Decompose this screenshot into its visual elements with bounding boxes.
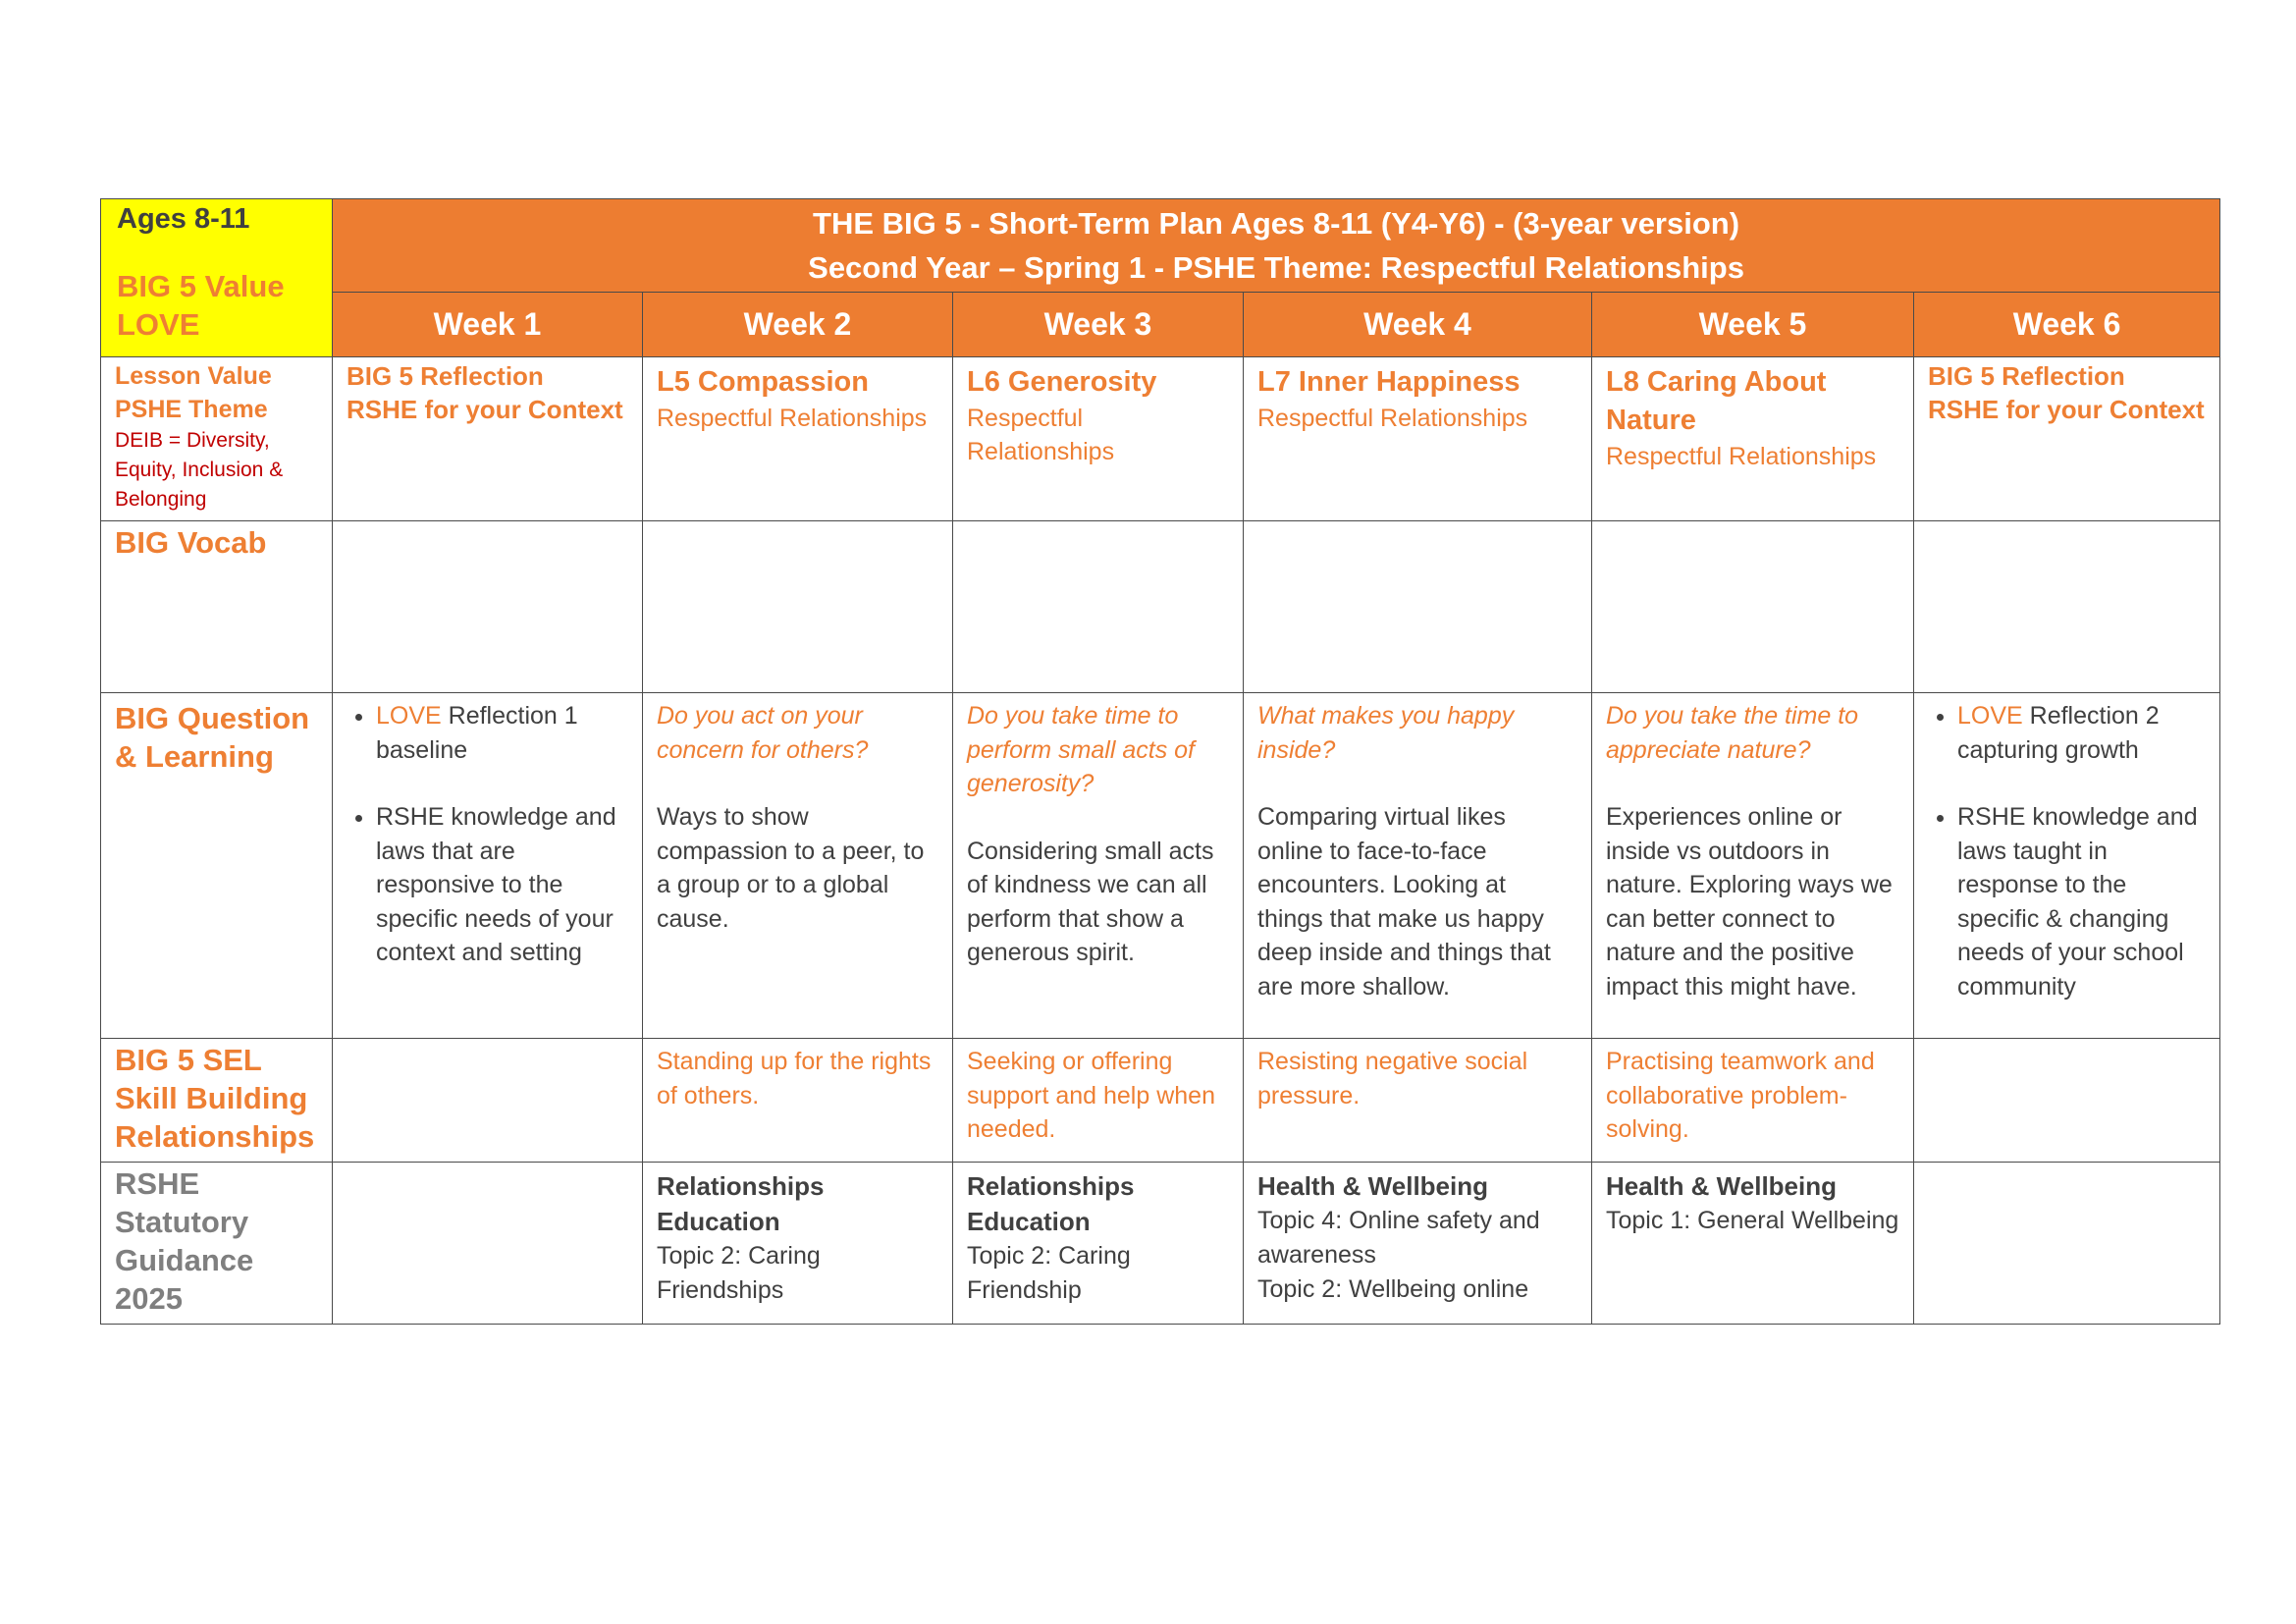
lesson-cell-w5 bbox=[1592, 357, 1914, 521]
row-label-vocab bbox=[101, 521, 333, 693]
rshe-cell-w2 bbox=[643, 1163, 953, 1325]
short-term-plan-table bbox=[100, 198, 2220, 1325]
value-label: BIG 5 Value bbox=[117, 269, 285, 303]
learning-text: Comparing virtual likes online to face-to-face encounters. Looking at things that make us happy deep inside and things that are more shallow. bbox=[1257, 803, 1551, 1001]
lesson-theme: RSHE for your Context bbox=[1928, 395, 2205, 424]
question-cell-w5 bbox=[1592, 693, 1914, 1039]
deib-label: DEIB = Diversity, Equity, Inclusion & Belonging bbox=[115, 429, 284, 511]
lesson-theme: Respectful Relationships bbox=[967, 405, 1115, 465]
week-header: Week 3 bbox=[953, 293, 1244, 357]
question-cell-w4 bbox=[1244, 693, 1592, 1039]
big-question: Do you take the time to appreciate nature? bbox=[1606, 702, 1859, 764]
row-label-rshe bbox=[101, 1163, 333, 1325]
lesson-title: BIG 5 Reflection bbox=[347, 361, 544, 391]
sel-cell: Practising teamwork and collaborative problem-solving. bbox=[1592, 1039, 1914, 1163]
rshe-cell-w5 bbox=[1592, 1163, 1914, 1325]
bullet-item: • RSHE knowledge and laws that are responsive to the specific needs of your context and setting bbox=[376, 800, 628, 970]
vocab-cell bbox=[1244, 521, 1592, 693]
title-line-1: THE BIG 5 - Short-Term Plan Ages 8-11 (Y4-Y6) - (3-year version) bbox=[813, 206, 1740, 241]
lesson-theme: Respectful Relationships bbox=[1606, 443, 1877, 470]
question-cell-w1 bbox=[333, 693, 643, 1039]
plan-title bbox=[333, 199, 2220, 293]
vocab-cell bbox=[643, 521, 953, 693]
rshe-cell-w3 bbox=[953, 1163, 1244, 1325]
lesson-title: L7 Inner Happiness bbox=[1257, 366, 1521, 398]
vocab-label: BIG Vocab bbox=[115, 525, 267, 560]
age-range: Ages 8-11 bbox=[117, 203, 250, 235]
learning-text: Ways to show compassion to a peer, to a group or to a global cause. bbox=[657, 803, 925, 933]
vocab-cell bbox=[1592, 521, 1914, 693]
bullet-item: • RSHE knowledge and laws taught in response to the specific & changing needs of your school community bbox=[1957, 800, 2206, 1003]
rshe-topic: Topic 2: Wellbeing online bbox=[1257, 1275, 1529, 1303]
lesson-title: L5 Compassion bbox=[657, 366, 869, 398]
bullet-list bbox=[347, 699, 628, 970]
lesson-theme: Respectful Relationships bbox=[1257, 405, 1528, 432]
week-header: Week 4 bbox=[1244, 293, 1592, 357]
rshe-area: Relationships Education bbox=[967, 1171, 1135, 1236]
big-question: What makes you happy inside? bbox=[1257, 702, 1515, 764]
rshe-area: Relationships Education bbox=[657, 1171, 825, 1236]
week-header: Week 1 bbox=[333, 293, 643, 357]
question-cell-w6 bbox=[1914, 693, 2220, 1039]
rshe-cell-w4 bbox=[1244, 1163, 1592, 1325]
learning-text: Considering small acts of kindness we can all perform that show a generous spirit. bbox=[967, 837, 1214, 966]
week-header: Week 6 bbox=[1914, 293, 2220, 357]
rshe-cell-w6 bbox=[1914, 1163, 2220, 1325]
bullet-item: • LOVE Reflection 2 capturing growth bbox=[1957, 699, 2206, 767]
week-header: Week 5 bbox=[1592, 293, 1914, 357]
sel-cell bbox=[333, 1039, 643, 1163]
bullet-item: • LOVE Reflection 1 baseline bbox=[376, 699, 628, 767]
lesson-cell-w1 bbox=[333, 357, 643, 521]
value-name: LOVE bbox=[117, 307, 200, 342]
sel-label: BIG 5 SEL Skill Building Relationships bbox=[115, 1043, 315, 1154]
lesson-cell-w2 bbox=[643, 357, 953, 521]
row-label-sel bbox=[101, 1039, 333, 1163]
question-label: BIG Question & Learning bbox=[115, 701, 310, 774]
big-question: Do you take time to perform small acts of generosity? bbox=[967, 702, 1196, 797]
lesson-cell-w3 bbox=[953, 357, 1244, 521]
rshe-area: Health & Wellbeing bbox=[1257, 1171, 1488, 1201]
rshe-topic: Topic 1: General Wellbeing bbox=[1606, 1207, 1899, 1234]
title-line-2: Second Year – Spring 1 - PSHE Theme: Respectful Relationships bbox=[808, 250, 1744, 285]
question-cell-w3 bbox=[953, 693, 1244, 1039]
big-question: Do you act on your concern for others? bbox=[657, 702, 869, 764]
rshe-label: RSHE Statutory Guidance 2025 bbox=[115, 1166, 254, 1316]
rshe-cell-w1 bbox=[333, 1163, 643, 1325]
lesson-value-label: Lesson Value bbox=[115, 362, 272, 390]
lesson-title: L6 Generosity bbox=[967, 366, 1157, 398]
sel-cell: Resisting negative social pressure. bbox=[1244, 1039, 1592, 1163]
lesson-theme: RSHE for your Context bbox=[347, 395, 623, 424]
rshe-topic: Topic 2: Caring Friendships bbox=[657, 1242, 821, 1304]
week-header: Week 2 bbox=[643, 293, 953, 357]
rshe-area: Health & Wellbeing bbox=[1606, 1171, 1837, 1201]
lesson-title: BIG 5 Reflection bbox=[1928, 361, 2125, 391]
sel-cell: Standing up for the rights of others. bbox=[643, 1039, 953, 1163]
rshe-topic: Topic 2: Caring Friendship bbox=[967, 1242, 1131, 1304]
lesson-theme: Respectful Relationships bbox=[657, 405, 928, 432]
lesson-cell-w6 bbox=[1914, 357, 2220, 521]
lesson-cell-w4 bbox=[1244, 357, 1592, 521]
row-label-lesson bbox=[101, 357, 333, 521]
rshe-topic: Topic 4: Online safety and awareness bbox=[1257, 1207, 1540, 1269]
pshe-theme-label: PSHE Theme bbox=[115, 396, 268, 423]
age-value-cell bbox=[101, 199, 333, 357]
bullet-list bbox=[1928, 699, 2206, 1003]
sel-cell bbox=[1914, 1039, 2220, 1163]
vocab-cell bbox=[1914, 521, 2220, 693]
lesson-title: L8 Caring About Nature bbox=[1606, 366, 1827, 436]
question-cell-w2 bbox=[643, 693, 953, 1039]
vocab-cell bbox=[333, 521, 643, 693]
vocab-cell bbox=[953, 521, 1244, 693]
row-label-question bbox=[101, 693, 333, 1039]
learning-text: Experiences online or inside vs outdoors in nature. Exploring ways we can better connect to nature and the positive impact this might have. bbox=[1606, 803, 1893, 1001]
sel-cell: Seeking or offering support and help when needed. bbox=[953, 1039, 1244, 1163]
